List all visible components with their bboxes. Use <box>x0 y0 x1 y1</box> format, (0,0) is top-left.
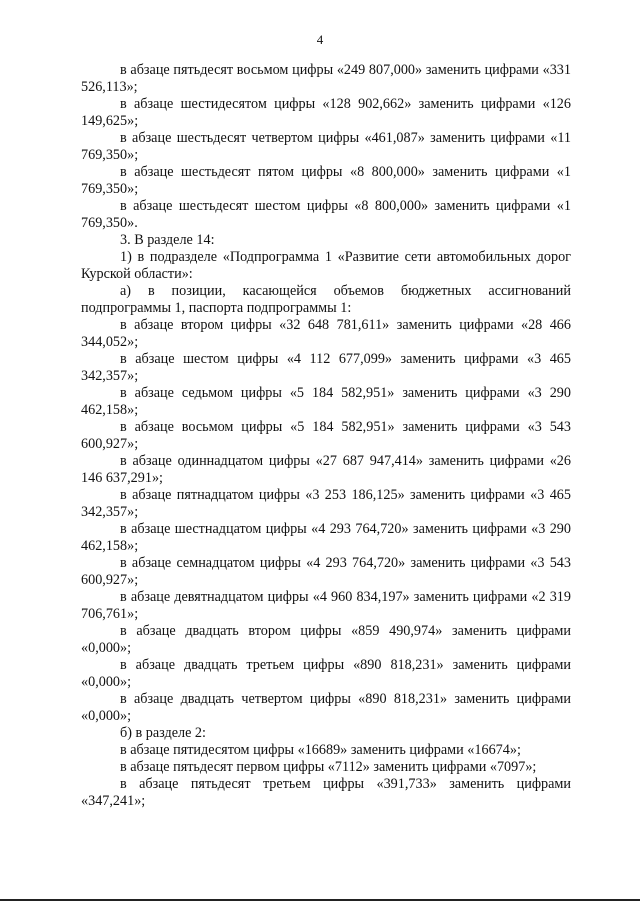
paragraph: в абзаце двадцать третьем цифры «890 818,231» заменить цифрами «0,000»; <box>81 657 571 690</box>
paragraph: в абзаце девятнадцатом цифры «4 960 834,197» заменить цифрами «2 319 706,761»; <box>81 589 571 622</box>
paragraph: в абзаце восьмом цифры «5 184 582,951» заменить цифрами «3 543 600,927»; <box>81 419 571 452</box>
paragraph: в абзаце пятьдесят третьем цифры «391,733» заменить цифрами «347,241»; <box>81 776 571 809</box>
paragraph: в абзаце пятнадцатом цифры «3 253 186,125» заменить цифрами «3 465 342,357»; <box>81 487 571 520</box>
paragraph: в абзаце седьмом цифры «5 184 582,951» заменить цифрами «3 290 462,158»; <box>81 385 571 418</box>
page-number: 4 <box>316 32 324 47</box>
paragraph: в абзаце шестьдесят пятом цифры «8 800,000» заменить цифрами «1 769,350»; <box>81 164 571 197</box>
paragraph: в абзаце семнадцатом цифры «4 293 764,720» заменить цифрами «3 543 600,927»; <box>81 555 571 588</box>
paragraph: в абзаце шестьдесят четвертом цифры «461,087» заменить цифрами «11 769,350»; <box>81 130 571 163</box>
paragraph: в абзаце шестом цифры «4 112 677,099» заменить цифрами «3 465 342,357»; <box>81 351 571 384</box>
paragraph: 1) в подразделе «Подпрограмма 1 «Развитие сети автомобильных дорог Курской области»: <box>81 249 571 282</box>
paragraph: в абзаце втором цифры «32 648 781,611» заменить цифрами «28 466 344,052»; <box>81 317 571 350</box>
paragraph: а) в позиции, касающейся объемов бюджетных ассигнований подпрограммы 1, паспорта подпрограммы 1: <box>81 283 571 316</box>
paragraph: в абзаце пятьдесят восьмом цифры «249 807,000» заменить цифрами «331 526,113»; <box>81 62 571 95</box>
paragraph: в абзаце одиннадцатом цифры «27 687 947,414» заменить цифрами «26 146 637,291»; <box>81 453 571 486</box>
subsection-heading: б) в разделе 2: <box>120 725 206 741</box>
paragraph: в абзаце пятидесятом цифры «16689» заменить цифрами «16674»; <box>120 742 521 758</box>
paragraph: в абзаце шестьдесят шестом цифры «8 800,000» заменить цифрами «1 769,350». <box>81 198 571 231</box>
paragraph: в абзаце двадцать втором цифры «859 490,974» заменить цифрами «0,000»; <box>81 623 571 656</box>
document-body <box>81 62 571 810</box>
bottom-divider <box>0 899 640 901</box>
paragraph: в абзаце шестидесятом цифры «128 902,662» заменить цифрами «126 149,625»; <box>81 96 571 129</box>
paragraph: в абзаце пятьдесят первом цифры «7112» заменить цифрами «7097»; <box>120 759 537 775</box>
paragraph: в абзаце шестнадцатом цифры «4 293 764,720» заменить цифрами «3 290 462,158»; <box>81 521 571 554</box>
paragraph: в абзаце двадцать четвертом цифры «890 818,231» заменить цифрами «0,000»; <box>81 691 571 724</box>
section-heading: 3. В разделе 14: <box>120 232 215 248</box>
